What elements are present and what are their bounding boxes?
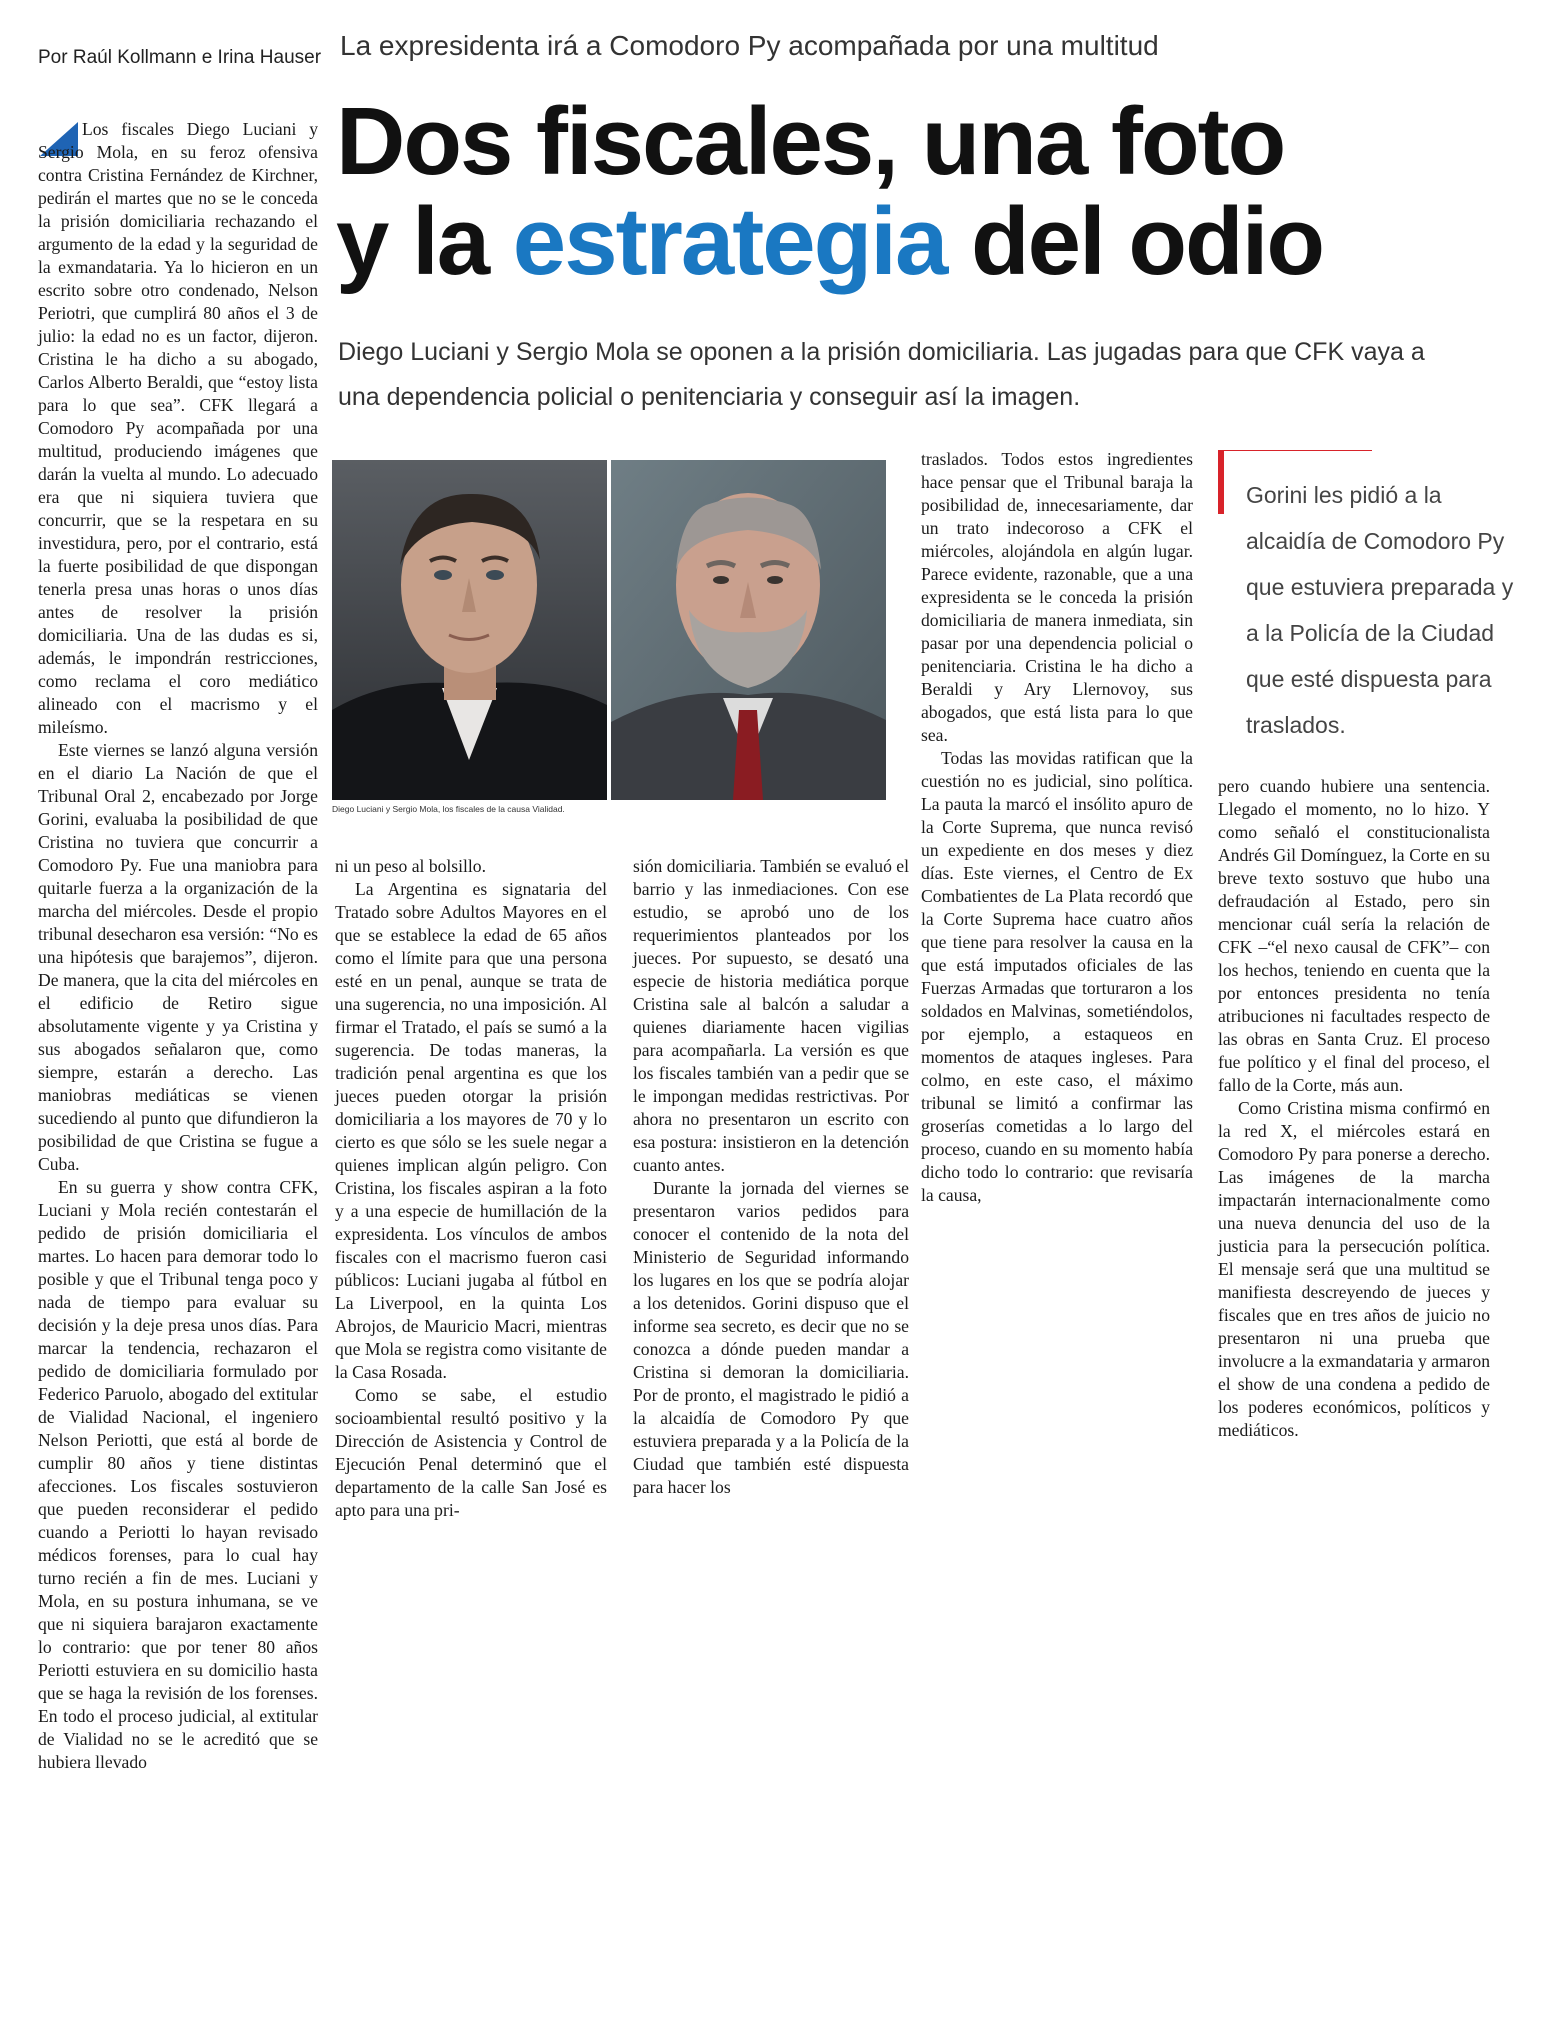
paragraph: Todas las movidas ratifican que la cuestión no es judicial, sino política. La pauta la marcó el insólito apuro de la Corte Suprema, que nunca revisó un expediente en dos meses y diez días. Este viernes, el Centro de Ex Combatientes de La Plata recordó que la Corte Suprema hace cuatro años que tiene para resolver la causa en la que está imputados oficiales de las Fuerzas Armadas que torturaron a los soldados en Malvinas, sometiéndolos, por ejemplo, a estaqueos en momentos de ataques ingleses. Para colmo, en este caso, el máximo tribunal se limitó a confirmar las groserías cometidas a lo largo del proceso, cuando en su momento había dicho todo lo contrario: que revisaría la causa, [921,748,1193,1205]
article-column-3 [633,855,909,1499]
headline-line-2-end: del odio [946,188,1323,295]
pull-quote-rule [1224,450,1372,451]
paragraph: pero cuando hubiere una sentencia. Llegado el momento, no lo hizo. Y como señaló el constitucionalista Andrés Gil Domínguez, la Corte en su breve texto sostuvo que hubo una defraudación al Estado, pero sin mencionar cuál sería la relación de CFK –“el nexo causal de CFK”– con los hechos, teniendo en cuenta que la por entonces presidenta no tenía atribuciones ni facultades respecto de las obras en Santa Cruz. El proceso fue político y el final del proceso, el fallo de la Corte, más aun. [1218,776,1490,1095]
headline-line-2-start: y la [336,188,513,295]
article-column-2 [335,855,607,1522]
headline-line-2 [336,188,1526,295]
headline [336,88,1526,295]
paragraph: La Argentina es signataria del Tratado sobre Adultos Mayores en el que se establece la edad de 65 años como el límite para que una persona esté en un penal, aunque se trata de una sugerencia, no una imposición. Al firmar el Tratado, el país se sumó a la sugerencia. De todas maneras, la tradición penal argentina es que los jueces pueden otorgar la prisión domiciliaria a los mayores de 70 y lo cierto es que sólo se les suele negar a quienes implican algún peligro. Con Cristina, los fiscales aspiran a la foto y a una especie de humillación de la expresidenta. Los vínculos de ambos fiscales con el macrismo fueron casi públicos: Luciani jugaba al fútbol en La Liverpool, en la quinta Los Abrojos, de Mauricio Macri, mientras que Mola se registra como visitante de la Casa Rosada. [335,879,607,1382]
pull-quote-accent-bar [1218,450,1224,514]
paragraph: sión domiciliaria. También se evaluó el barrio y las inmediaciones. Con ese estudio, se aprobó uno de los requerimientos planteados por los jueces. Por supuesto, se desató una especie de historia mediática porque Cristina sale al balcón a saludar a quienes diariamente hacen vigilias para acompañarla. La versión es que los fiscales también van a pedir que se le impongan medidas restrictivas. Por ahora no presentaron un escrito con esa postura: insistieron en la detención cuanto antes. [633,856,909,1175]
deck: Diego Luciani y Sergio Mola se oponen a la prisión domiciliaria. Las jugadas para que CFK vaya a una dependencia policial o penitenciaria y conseguir así la imagen. [338,338,1425,411]
paragraph: traslados. Todos estos ingredientes hace pensar que el Tribunal baraja la posibilidad de, innecesariamente, dar un trato indecoroso a CFK el miércoles, alojándola en algún lugar. Parece evidente, razonable, que a una expresidenta se le conceda la prisión domiciliaria de manera inmediata, sin pasar por una dependencia policial o penitenciaria. Cristina le ha dicho a Beraldi y Ary Llernovoy, sus abogados, que está lista para lo que sea. [921,449,1193,745]
paragraph: ni un peso al bolsillo. [335,856,487,876]
article-column-1 [38,118,318,1774]
paragraph: Como Cristina misma confirmó en la red X, el miércoles estará en Comodoro Py para ponerse a derecho. Las imágenes de la marcha impactarán internacionalmente como una nueva denuncia del uso de la justicia para la persecución política. El mensaje será que una multitud se manifiesta descreyendo de jueces y fiscales que en tres años de juicio no presentaron ni una prueba que involucre a la exmandataria y armaron el show de una condena a pedido de los poderes económicos, políticos y mediáticos. [1218,1098,1490,1440]
photo-diego-luciani [332,460,607,800]
paragraph: Los fiscales Diego Luciani y Sergio Mola, en su feroz ofensiva contra Cristina Fernández de Kirchner, pedirán el martes que no se le conceda la prisión domiciliaria rechazando el argumento de la edad y la seguridad de la exmandataria. Ya lo hicieron en un escrito sobre otro condenado, Nelson Periotri, que cumplirá 80 años el 3 de julio: la edad no es un factor, dijeron. Cristina le ha dicho a su abogado, Carlos Alberto Beraldi, que “estoy lista para lo que sea”. CFK llegará a Comodoro Py acompañada por una multitud, produciendo imágenes que darán la vuelta al mundo. Lo adecuado era que ni siquiera tuviera que concurrir, que se la respetara en su investidura, pero, por el contrario, está la fuerte posibilidad de que dispongan tenerla presa unas horas o unos días antes de resolver la prisión domiciliaria. Una de las dudas es si, además, le impondrán restricciones, como reclama el coro mediático alineado con el macrismo y el mileísmo. [38,119,318,737]
paragraph: Durante la jornada del viernes se presentaron varios pedidos para conocer el contenido de la nota del Ministerio de Seguridad informando los lugares en los que se podría alojar a los detenidos. Gorini dispuso que el informe sea secreto, es decir que no se conozca a dónde pueden mandar a Cristina si demoran la domiciliaria. Por de pronto, el magistrado le pidió a la alcaidía de Comodoro Py que estuviera preparada y a la Policía de la Ciudad que también esté dispuesta para hacer los [633,1178,909,1497]
photo-caption: Diego Luciani y Sergio Mola, los fiscales de la causa Vialidad. [332,804,565,814]
paragraph: Como se sabe, el estudio socioambiental resultó positivo y la Dirección de Asistencia y Control de Ejecución Penal determinó que el departamento de la calle San José es apto para una pri- [335,1385,607,1520]
kicker: La expresidenta irá a Comodoro Py acompañada por una multitud [340,30,1159,61]
article-column-4 [921,448,1193,1207]
photo-sergio-mola [611,460,886,800]
paragraph: En su guerra y show contra CFK, Luciani y Mola recién contestarán el pedido de prisión domiciliaria el martes. Lo hacen para demorar todo lo posible y que el Tribunal tenga poco y nada de tiempo para evaluar su decisión y la deje presa unos días. Para marcar la tendencia, rechazaron el pedido de domiciliaria formulado por Federico Paruolo, abogado del extitular de Vialidad Nacional, el ingeniero Nelson Periotti, que está al borde de cumplir 80 años y tiene distintas afecciones. Los fiscales sostuvieron que pueden reconsiderar el pedido cuando a Periotti lo hayan revisado médicos forenses, para lo cual hay turno recién a fin de mes. Luciani y Mola, en su postura inhumana, se ve que ni siquiera barajaron exactamente lo contrario: que por tener 80 años Periotti estuviera en su domicilio hasta que se haga la revisión de los forenses. En todo el proceso judicial, al extitular de Vialidad no se le acreditó que se hubiera llevado [38,1177,318,1772]
paragraph: Este viernes se lanzó alguna versión en el diario La Nación de que el Tribunal Oral 2, encabezado por Jorge Gorini, evaluaba la posibilidad de que Cristina no tuviera que concurrir a Comodoro Py. Fue una maniobra para quitarle fuerza a la organización de la marcha del miércoles. Desde el propio tribunal desecharon esa versión: “No es una hipótesis que barajemos”, dijeron. De manera, que la cita del miércoles en el edificio de Retiro sigue absolutamente vigente y ya Cristina y sus abogados señalaron que, como siempre, estarán a derecho. Las maniobras mediáticas se vienen sucediendo al punto que difundieron la posibilidad de que Cristina se fugue a Cuba. [38,740,318,1174]
headline-accent-word: estrategia [512,188,947,295]
article-column-5 [1218,775,1490,1442]
pull-quote-text: Gorini les pidió a la alcaidía de Comodoro Py que estuviera preparada y a la Policía de la Ciudad que esté dispuesta para traslados. [1246,482,1514,738]
byline: Por Raúl Kollmann e Irina Hauser [38,47,322,68]
headline-line-1: Dos fiscales, una foto [336,88,1285,195]
